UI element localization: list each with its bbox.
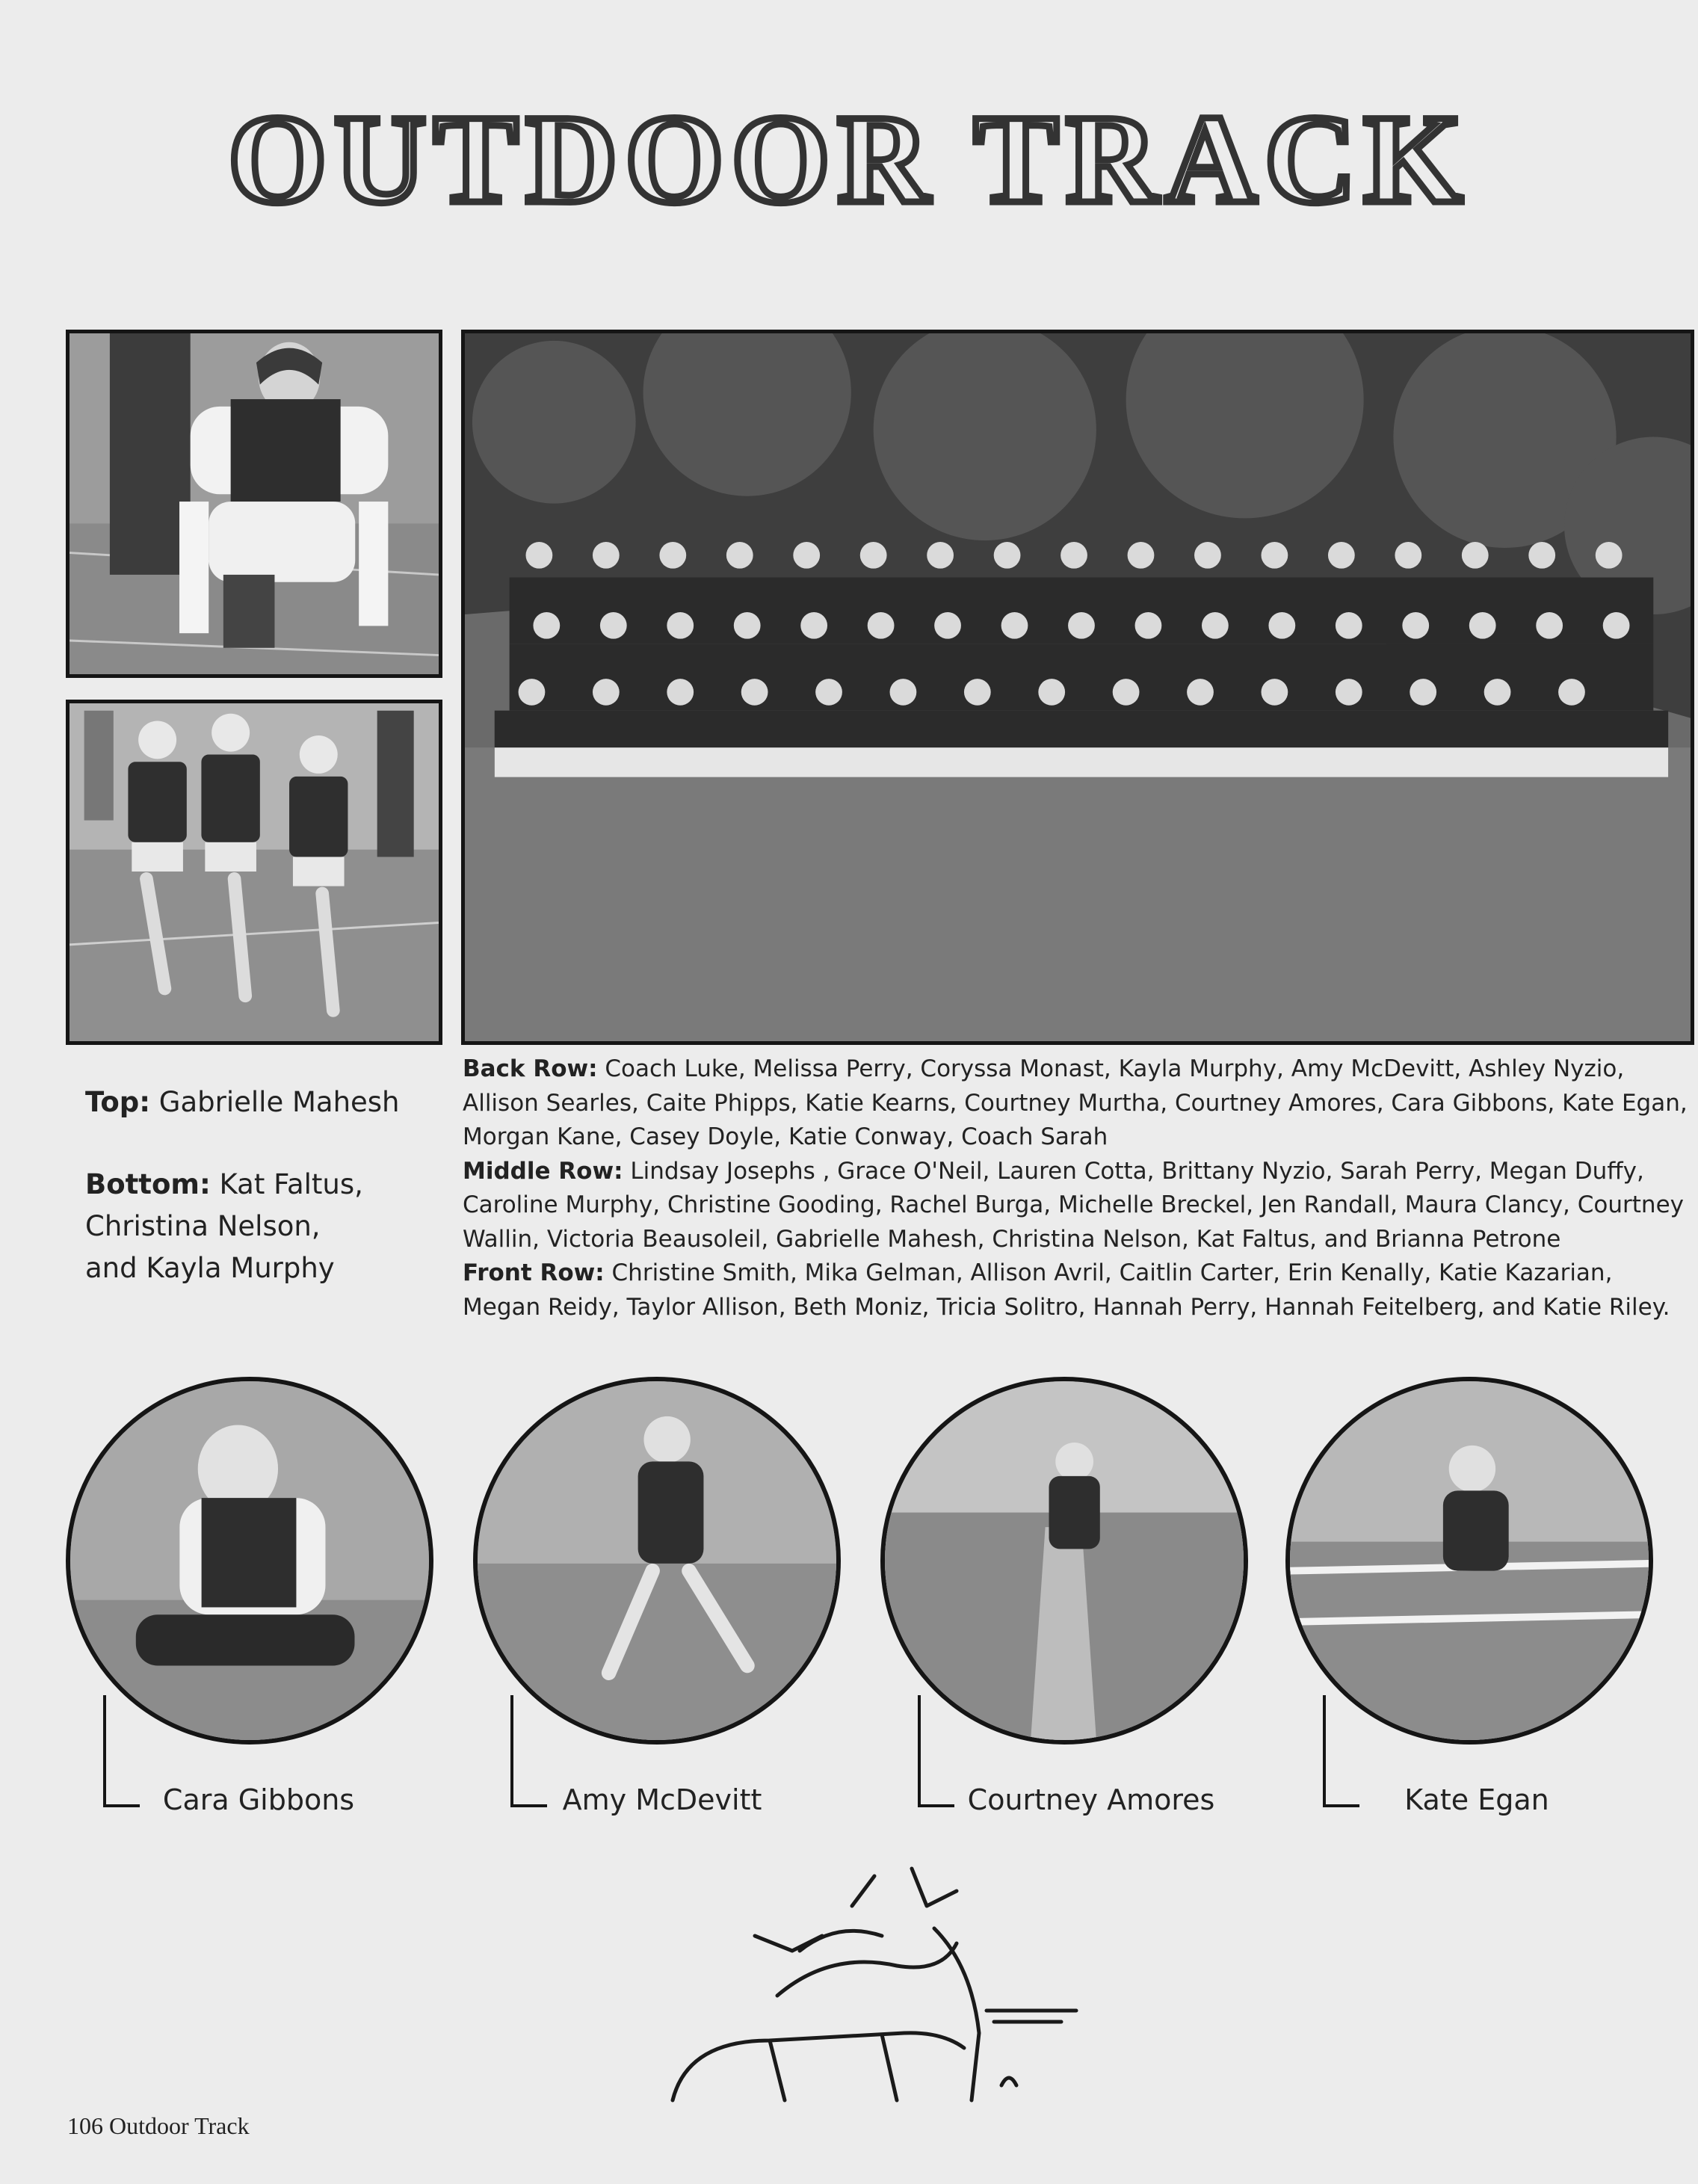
photo-courtney-amores [880, 1377, 1248, 1745]
photo-amy-mcdevitt [473, 1377, 841, 1745]
caption-bottom-label: Bottom: [85, 1168, 211, 1200]
team-photo [461, 330, 1694, 1045]
athlete-name: Amy McDevitt [562, 1783, 762, 1816]
page-number: 106 [67, 2112, 103, 2139]
caption-bottom [85, 1164, 363, 1289]
team-roster [463, 1052, 1690, 1324]
footer-section: Outdoor Track [109, 2112, 250, 2139]
front-row-label: Front Row: [463, 1259, 605, 1286]
photo-cara-gibbons [66, 1377, 433, 1745]
athlete-name: Cara Gibbons [162, 1783, 355, 1816]
page-title: OUTDOOR TRACK [228, 89, 1470, 229]
caption-top [85, 1082, 400, 1123]
photo-runners [66, 700, 442, 1045]
caption-top-name: Gabrielle Mahesh [158, 1086, 400, 1118]
hurdler-cartoon-illustration [658, 1861, 1091, 2108]
page-footer [67, 2112, 250, 2140]
caption-bottom-name-3: and Kayla Murphy [85, 1252, 335, 1284]
leader-line [918, 1695, 954, 1807]
front-row-names: Christine Smith, Mika Gelman, Allison Avril, Caitlin Carter, Erin Kenally, Katie Kazarian, Megan Reidy, Taylor Allison, Beth Moniz, Tricia Solitro, Hannah Perry, Hannah Feitelberg, and Katie Riley. [463, 1259, 1670, 1321]
back-row-names: Coach Luke, Melissa Perry, Coryssa Monast, Kayla Murphy, Amy McDevitt, Ashley Nyzio, Allison Searles, Caite Phipps, Katie Kearns, Courtney Murtha, Courtney Amores, Cara Gibbons, Kate Egan, Morgan Kane, Casey Doyle, Katie Conway, Coach Sarah [463, 1055, 1688, 1150]
middle-row-names: Lindsay Josephs , Grace O'Neil, Lauren Cotta, Brittany Nyzio, Sarah Perry, Megan Duffy, Caroline Murphy, Christine Gooding, Rachel Burga, Michelle Breckel, Jen Randall, Maura Clancy, Courtney Wallin, Victoria Beausoleil, Gabrielle Mahesh, Christina Nelson, Kat Faltus, and Brianna Petrone [463, 1157, 1684, 1253]
caption-bottom-name-1: Kat Faltus, [219, 1168, 363, 1200]
athlete-name: Courtney Amores [967, 1783, 1215, 1816]
back-row-label: Back Row: [463, 1055, 598, 1082]
photo-kate-egan [1285, 1377, 1653, 1745]
photo-gabrielle-start [66, 330, 442, 678]
middle-row-label: Middle Row: [463, 1157, 623, 1185]
athlete-name: Kate Egan [1404, 1783, 1549, 1816]
caption-bottom-name-2: Christina Nelson, [85, 1210, 321, 1242]
caption-top-label: Top: [85, 1086, 151, 1118]
